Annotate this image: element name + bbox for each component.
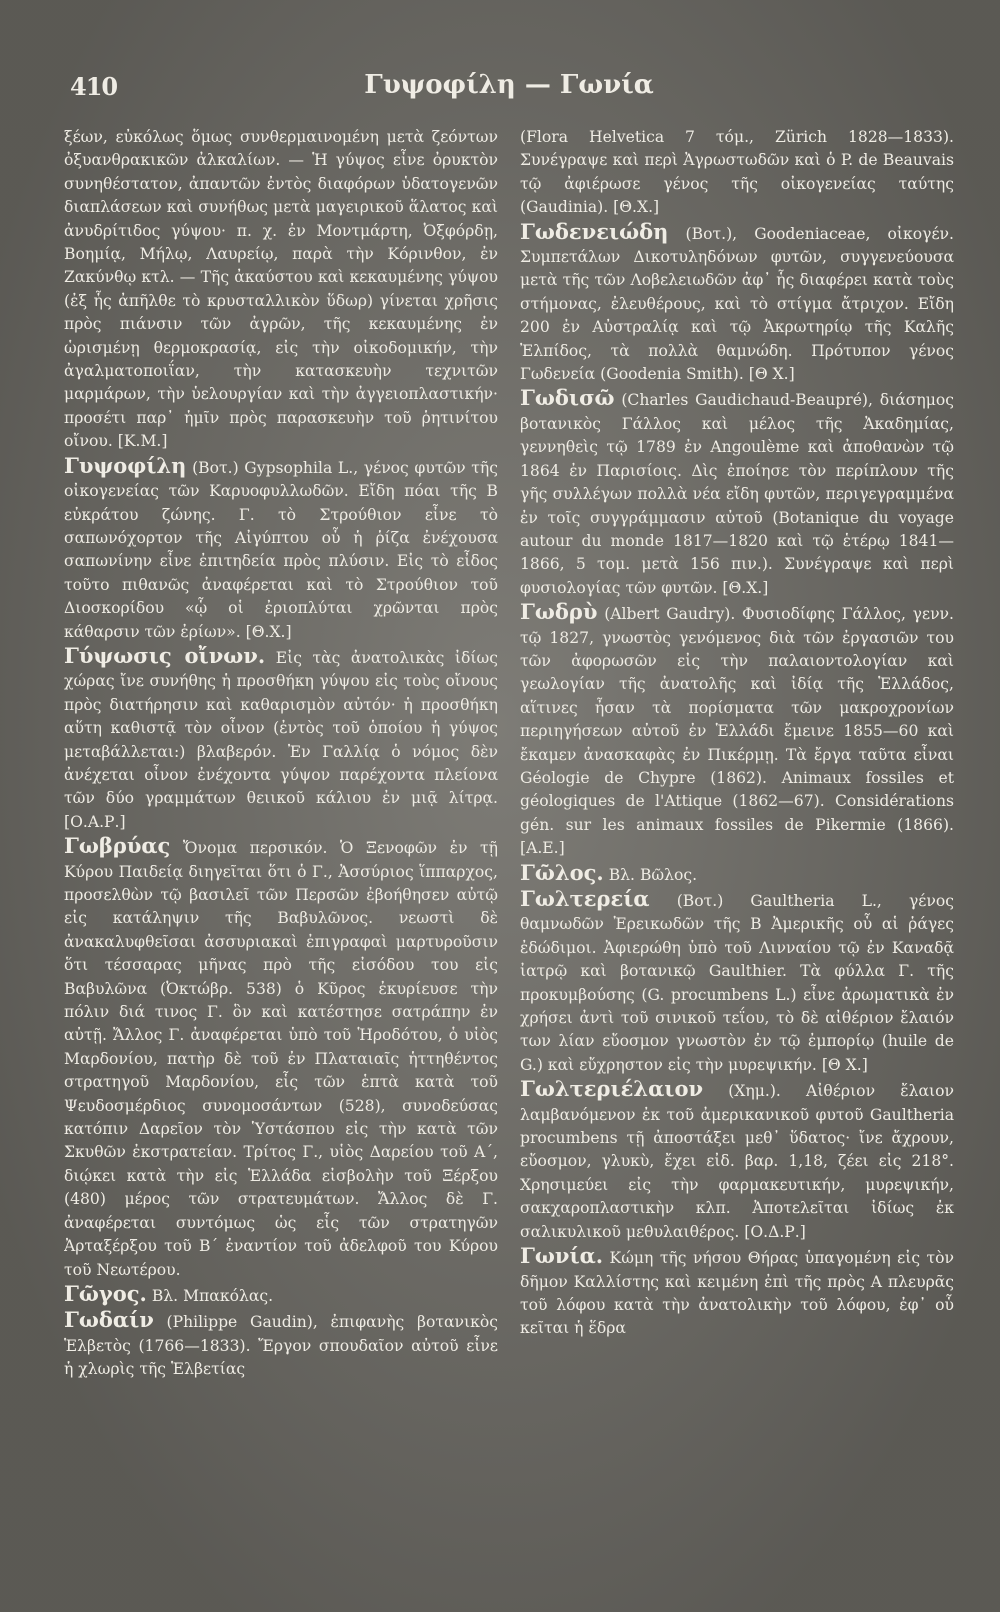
dictionary-entry — [520, 600, 954, 860]
entry-text: Κώμη τῆς νήσου Θήρας ὑπαγομένη εἰς τὸν δῆμον Καλλίστης καὶ κειμένη ἐπὶ τῆς πρὸς Α πλευρᾶς τοῦ λόφου κατὰ τὴν ἀνατολικὴν τοῦ λόφου, ἐφ᾽ οὗ κεῖται ἡ ἕδρα — [520, 1249, 954, 1338]
entry-headword: Γῶλος. — [520, 859, 604, 885]
dictionary-entry — [520, 386, 954, 600]
dictionary-entry — [64, 1282, 498, 1308]
entry-text: (Χημ.). Αἰθέριον ἔλαιον λαμβανόμενον ἐκ τοῦ ἀμερικανικοῦ φυτοῦ Gaultheria procumbens τῇ ἀποστάξει μεθ᾽ ὕδατος· ἴνε ἄχρουν, εὔοσμον, γλυκὺ, ἔχει εἰδ. βαρ. 1,18, ζέει εἰς 218°. Χρησιμεύει εἰς τὴν φαρμακευτικήν, μυρεψικήν, σακχαροπλαστικὴν κλπ. Ἀποτελεῖται ἰδίως ἐκ σαλικυλικοῦ μεθυλαιθέρος. [Ο.Δ.Ρ.] — [520, 1082, 954, 1241]
text-columns — [64, 126, 954, 1556]
entry-headword: Γωλτεριέλαιον — [520, 1076, 704, 1102]
dictionary-entry — [520, 1077, 954, 1244]
dictionary-entry — [64, 644, 498, 834]
entry-text: (Flora Helvetica 7 τόμ., Zürich 1828—1833). Συνέγραψε καὶ περὶ Ἀγρωστωδῶν καὶ ὁ P. de Beauvais τῷ ἀφιέρωσε γένος τῆς οἰκογενείας ταύτης (Gaudinia). [Θ.Χ.] — [520, 128, 954, 217]
entry-text: (Charles Gaudichaud-Beaupré), διάσημος βοτανικὸς Γάλλος καὶ μέλος τῆς Ἀκαδημίας, γεννηθεὶς τῷ 1789 ἐν Angoulème καὶ ἀποθανὼν τῷ 1864 ἐν Παρισίοις. Δὶς ἐποίησε τὸν περίπλουν τῆς γῆς συλλέγων πολλὰ νέα εἴδη φυτῶν, περιγεγραμμένα ἐν τοῖς συγγράμμασιν αὐτοῦ (Botanique du voyage autour du monde 1817—1820 καὶ τῷ ἑτέρῳ 1841—1866, 5 τομ. μετὰ 156 πιν.). Συνέγραψε καὶ περὶ φυσιολογίας τῶν φυτῶν. [Θ.Χ.] — [520, 391, 954, 597]
page-header — [58, 66, 960, 110]
entry-text: (Philippe Gaudin), ἐπιφανὴς βοτανικὸς Ἑλβετὸς (1766—1833). Ἔργον σπουδαῖον αὐτοῦ εἶνε ἡ χλωρὶς τῆς Ἑλβετίας — [64, 1313, 498, 1379]
entry-text: Βλ. Βῶλος. — [603, 865, 698, 884]
dictionary-entry — [520, 1244, 954, 1341]
dictionary-entry — [520, 861, 954, 887]
entry-text: (Βοτ.), Goodeniaceae, οἰκογέν. Συμπετάλων Δικοτυληδόνων φυτῶν, συγγενεύουσα μετὰ τῆς τῶν Λοβελειωδῶν ἀφ᾽ ἧς διαφέρει κατὰ τοὺς στήμονας, ἐλευθέρους, καὶ τὸ στίγμα ἄτριχον. Εἴδη 200 ἐν Αὐστραλίᾳ καὶ τῷ Ἀκρωτηρίῳ τῆς Καλῆς Ἐλπίδος, τὰ πολλὰ θαμνώδη. Πρότυπον γένος Γωδενεία (Goodenia Smith). [Θ Χ.] — [520, 224, 954, 384]
entry-text: (Βοτ.) Gaultheria L., γένος θαμνωδῶν Ἐρεικωδῶν τῆς Β Ἀμερικῆς οὗ αἱ ῥάγες ἐδώδιμοι. Ἀφιερώθη ὑπὸ τοῦ Λινναίου τῷ ἐν Καναδᾷ ἰατρῷ καὶ βοτανικῷ Gaulthier. Τὰ φύλλα Γ. τῆς προκυμβούσης (G. procumbens L.) εἶνε ἀρωματικὰ ἐν χρήσει ἀντὶ τοῦ σινικοῦ τεΐου, τὸ δὲ αἰθέριον ἔλαιόν των λίαν εὔοσμον γνωστὸν ἐν τῷ ἐμπορίῳ (huile de G.) καὶ εὔχρηστον εἰς τὴν μυρεψικήν. [Θ Χ.] — [520, 892, 954, 1074]
entry-headword: Γύψωσις οἴνων. — [64, 642, 266, 668]
entry-text: (Βοτ.) Gypsophila L., γένος φυτῶν τῆς οἰκογενείας τῶν Καρυοφυλλωδῶν. Εἴδη πόαι τῆς Β εὐκράτου ζώνης. Γ. τὸ Στρούθιον εἶνε τὸ σαπωνόχορτον τῆς Αἰγύπτου οὗ ἡ ῥίζα ἐνέχουσα σαπωνίνην εἶνε ἐπιτηδεία πρὸς πλύσιν. Εἰς τὸ εἶδος τοῦτο πιθανῶς ἀναφέρεται καὶ τὸ Στρούθιον τοῦ Διοσκορίδου «ᾧ οἱ ἐριοπλύται χρῶνται πρὸς κάθαρσιν τῶν ἐρίων». [Θ.Χ.] — [64, 458, 498, 641]
dictionary-entry — [64, 834, 498, 1282]
entry-text: (Albert Gaudry). Φυσιοδίφης Γάλλος, γενν. τῷ 1827, γνωστὸς γενόμενος διὰ τῶν ἐργασιῶν του τῶν ἀφορωσῶν εἰς τὴν παλαιοντολογίαν καὶ γεωλογίαν τῆς ἀνατολῆς καὶ ἰδίᾳ τῆς Ἑλλάδος, αἵτινες ἦσαν τὰ πορίσματα τῶν μακροχρονίων περιηγήσεων αὐτοῦ ἐν Ἑλλάδι ἔμεινε 1855—60 καὶ ἔκαμεν ἀνασκαφὰς ἐν Πικέρμῃ. Τὰ ἔργα ταῦτα εἶναι Géologie de Chypre (1862). Animaux fossiles et géologiques de l'Attique (1862—67). Considérations gén. sur les animaux fossiles de Pikermie (1866). [Α.Ε.] — [520, 605, 954, 858]
dictionary-entry — [64, 1308, 498, 1381]
running-head: Γυψοφίλη — Γωνία — [364, 70, 654, 100]
dictionary-entry — [520, 126, 954, 220]
dictionary-entry — [64, 454, 498, 644]
entry-headword: Γωδρὺ — [520, 599, 598, 625]
entry-headword: Γωβρύας — [64, 833, 171, 859]
entry-text: ξέων, εὐκόλως ὅμως συνθερμαινομένη μετὰ ζεόντων ὀξυανθρακικῶν ἀλκαλίων. — Ἡ γύψος εἶνε ὀρυκτὸν συνηθέστατον, ἀπαντῶν ἐντὸς διαφόρων ὑδατογενῶν διαπλάσεων καὶ συνήθως μετὰ μαγειρικοῦ ἅλατος καὶ ἀνυδρίτιδος γύψου· π. χ. ἐν Μοντμάρτη, Ὀξφόρδῃ, Βοημίᾳ, Μήλῳ, Λαυρείῳ, παρὰ τὴν Κόρινθον, ἐν Ζακύνθῳ κτλ. — Τῆς ἀκαύστου καὶ κεκαυμένης γύψου (ἐξ ἧς ἀπῆλθε τὸ κρυσταλλικὸν ὕδωρ) γίνεται χρῆσις πρὸς πιάνσιν τῶν ἀγρῶν, τῆς κεκαυμένης ἐν ὡρισμένῃ θερμοκρασίᾳ, εἰς τὴν οἰκοδομικήν, τὴν ἀγαλματοποιΐαν, τὴν κατασκευὴν τεχνιτῶν μαρμάρων, τὴν ὑελουργίαν καὶ τὴν ἀγγειοπλαστικήν· προσέτι παρ᾽ ἡμῖν πρὸς παρασκευὴν τοῦ ῥητινίτου οἴνου. [Κ.Μ.] — [64, 128, 498, 451]
right-column — [520, 126, 954, 1556]
entry-headword: Γωδαίν — [64, 1307, 154, 1333]
entry-headword: Γυψοφίλη — [64, 452, 187, 478]
entry-headword: Γωνία. — [520, 1243, 604, 1269]
dictionary-entry — [520, 220, 954, 387]
entry-headword: Γωδισῶ — [520, 385, 615, 411]
entry-headword: Γωλτερεία — [520, 886, 650, 911]
dictionary-entry — [64, 126, 498, 454]
entry-headword: Γωδενειώδη — [520, 218, 669, 244]
left-column — [64, 126, 498, 1556]
entry-headword: Γῶγος. — [64, 1280, 147, 1306]
entry-text: Βλ. Μπακόλας. — [146, 1286, 274, 1305]
entry-text: Ὄνομα περσικόν. Ὁ Ξενοφῶν ἐν τῇ Κύρου Παιδείᾳ διηγεῖται ὅτι ὁ Γ., Ἀσσύριος ἵππαρχος, προσελθὼν τῷ βασιλεῖ τῶν Περσῶν ἐβοήθησεν αὐτῷ εἰς κατάληψιν τῆς Βαβυλῶνος. νεωστὶ δὲ ἀνακαλυφθεῖσαι ἀσσυριακαὶ ἐπιγραφαὶ μαρτυροῦσιν ὅτι τέσσαρας μῆνας πρὸ τῆς εἰσόδου του εἰς Βαβυλῶνα (Ὀκτώβρ. 538) ὁ Κῦρος ἐκυρίευσε τὴν πόλιν διά τινος Γ. ὃν καὶ κατέστησε σατράπην ἐν αὐτῇ. Ἄλλος Γ. ἀναφέρεται ὑπὸ τοῦ Ἡροδότου, ὁ υἱὸς Μαρδονίου, πατὴρ δὲ τοῦ ἐν Πλαταιαῖς ἡττηθέντος στρατηγοῦ Μαρδονίου, εἷς τῶν ἑπτὰ κατὰ τοῦ Ψευδοσμέρδιος συνομοσάντων (528), συνοδεύσας κατόπιν Δαρεῖον τὸν Ὑστάσπου εἰς τὴν κατὰ τῶν Σκυθῶν ἐκστρατείαν. Τρίτος Γ., υἱὸς Δαρείου τοῦ Α΄, διῴκει κατὰ τὴν εἰς Ἑλλάδα εἰσβολὴν τοῦ Ξέρξου (480) μέρος τῶν στρατευμάτων. Ἄλλος δὲ Γ. ἀναφέρεται συντόμως ὡς εἷς τῶν στρατηγῶν Ἀρταξέρξου τοῦ Β΄ ἐναντίον τοῦ ἀδελφοῦ του Κύρου τοῦ Νεωτέρου. — [64, 839, 498, 1279]
dictionary-entry — [520, 887, 954, 1077]
entry-text: Εἰς τὰς ἀνατολικὰς ἰδίως χώρας ἴνε συνήθης ἡ προσθήκη γύψου εἰς τοὺς οἴνους πρὸς διατήρησιν καὶ καθαρισμὸν αὐτόν· ἡ προσθήκη αὕτη καθιστᾷ τὸν οἶνον (ἐντὸς τοῦ ὁποίου ἡ γύψος μεταβάλλεται:) βλαβερόν. Ἐν Γαλλίᾳ ὁ νόμος δὲν ἀνέχεται οἶνον ἐνέχοντα γύψον παρέχοντα πλείονα τῶν δύο γραμμάτων θειικοῦ κάλιου ἐν μιᾷ λίτρᾳ. [Ο.Α.Ρ.] — [64, 648, 498, 831]
page-number: 410 — [70, 72, 118, 101]
